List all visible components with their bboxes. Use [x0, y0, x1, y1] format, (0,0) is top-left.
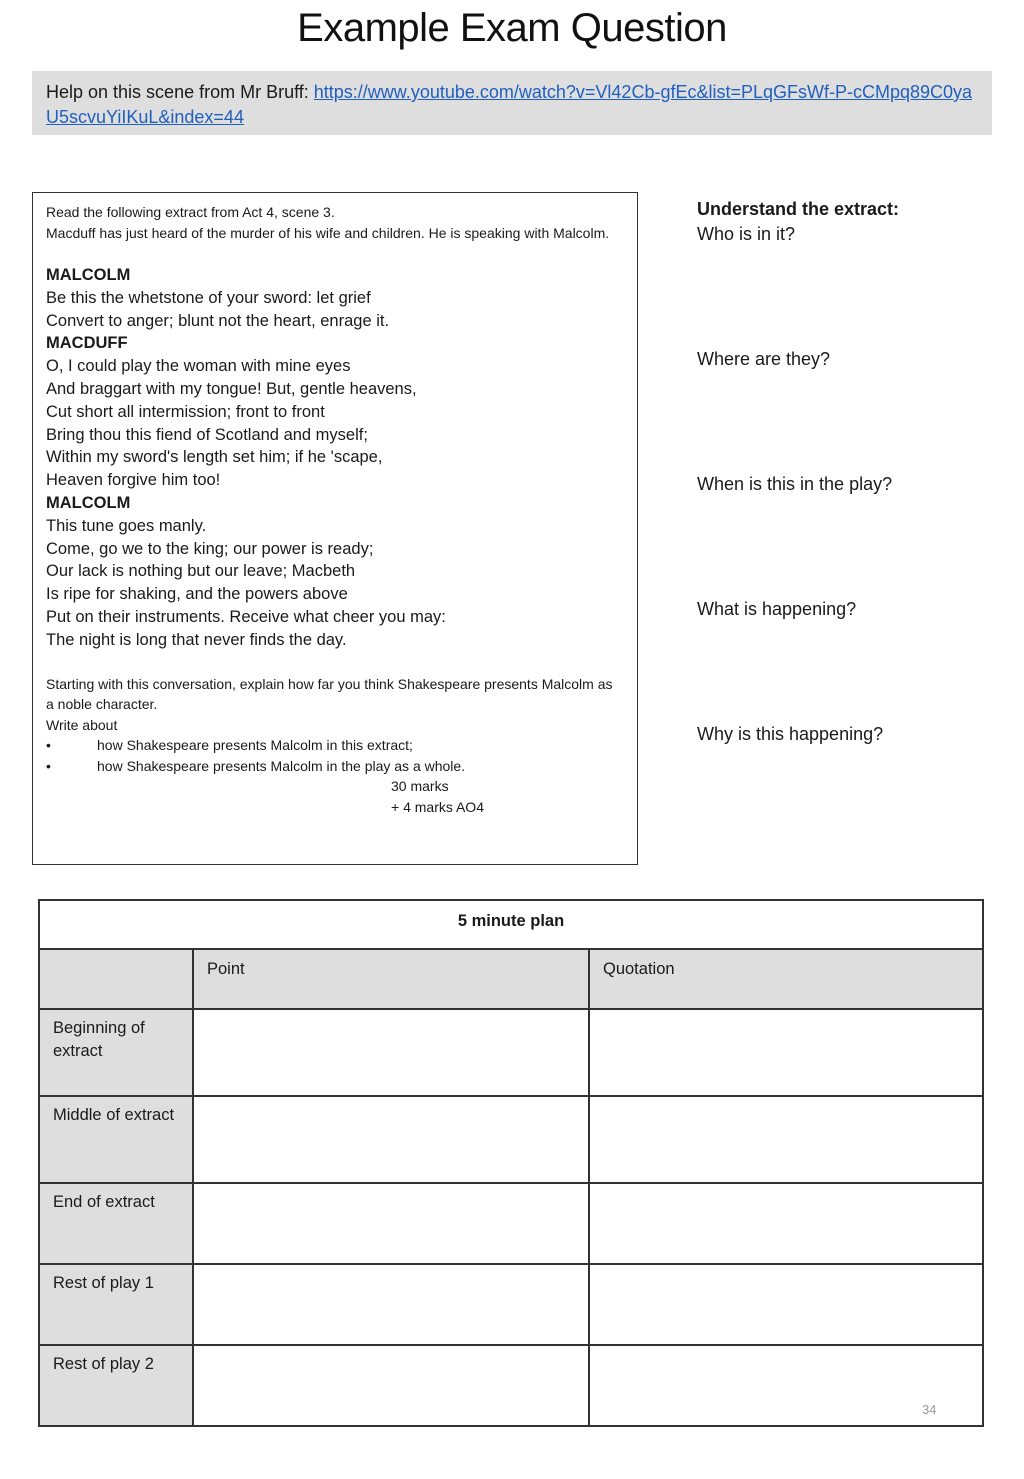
header-blank-cell [39, 949, 193, 1009]
task-bullet [46, 756, 624, 777]
exam-task [46, 674, 624, 818]
row-label: Beginning of extract [39, 1009, 193, 1096]
verse-line: Come, go we to the king; our power is ready; [46, 539, 374, 558]
verse-line: Put on their instruments. Receive what cheer you may: [46, 607, 446, 626]
understand-section [697, 197, 997, 744]
verse-line: Our lack is nothing but our leave; Macbeth [46, 562, 356, 581]
bullet-icon: • [46, 757, 51, 774]
marks-total: 30 marks [391, 778, 449, 795]
question-where: Where are they? [697, 349, 831, 369]
bullet-text: how Shakespeare presents Malcolm in this extract; [97, 737, 413, 754]
question-why: Why is this happening? [697, 724, 884, 744]
extract-box [32, 192, 638, 865]
bullet-text: how Shakespeare presents Malcolm in the play as a whole. [97, 757, 466, 774]
verse-line: Bring thou this fiend of Scotland and myself; [46, 425, 368, 444]
row-label: End of extract [39, 1183, 193, 1264]
verse-line: Is ripe for shaking, and the powers above [46, 585, 348, 604]
quotation-cell[interactable] [589, 1096, 983, 1183]
help-banner [32, 71, 992, 135]
plan-title: 5 minute plan [39, 900, 983, 949]
verse-line: Cut short all intermission; front to front [46, 402, 325, 421]
point-cell[interactable] [193, 1096, 589, 1183]
verse-line: O, I could play the woman with mine eyes [46, 357, 351, 376]
point-cell[interactable] [193, 1009, 589, 1096]
task-write-about: Write about [46, 716, 118, 733]
youtube-link[interactable]: https://www.youtube.com/watch?v=Vl42Cb-gfEc&list=PLqGFsWf-P-cCMpq89C0yaU5scvuYiIKuL&index=44 [46, 82, 973, 127]
question-what: What is happening? [697, 599, 857, 619]
help-prefix: Help on this scene from Mr Bruff: [46, 82, 314, 102]
quotation-cell[interactable] [589, 1009, 983, 1096]
point-cell[interactable] [193, 1183, 589, 1264]
header-point: Point [193, 949, 589, 1009]
task-question: Starting with this conversation, explain how far you think Shakespeare presents Malcolm as a noble character. [46, 675, 613, 713]
speaker-label: MALCOLM [46, 493, 131, 512]
speaker-label: MALCOLM [46, 266, 131, 284]
marks-ao4: + 4 marks AO4 [391, 798, 484, 815]
quotation-cell[interactable] [589, 1183, 983, 1264]
speaker-label: MACDUFF [46, 334, 128, 353]
bullet-icon: • [46, 737, 51, 754]
page-number: 34 [922, 1402, 937, 1417]
play-extract [46, 264, 624, 652]
point-cell[interactable] [193, 1345, 589, 1426]
question-when: When is this in the play? [697, 474, 893, 494]
row-label: Rest of play 2 [39, 1345, 193, 1426]
quotation-cell[interactable] [589, 1264, 983, 1345]
verse-line: The night is long that never finds the day. [46, 630, 347, 649]
plan-table [38, 899, 984, 1427]
extract-intro-1: Read the following extract from Act 4, scene 3. [46, 204, 335, 220]
verse-line: And braggart with my tongue! But, gentle heavens, [46, 379, 417, 398]
verse-line: Heaven forgive him too! [46, 471, 221, 490]
point-cell[interactable] [193, 1264, 589, 1345]
verse-line: Convert to anger; blunt not the heart, enrage it. [46, 311, 390, 330]
row-label: Rest of play 1 [39, 1264, 193, 1345]
task-bullet [46, 735, 624, 756]
header-quotation: Quotation [589, 949, 983, 1009]
question-who: Who is in it? [697, 224, 796, 244]
page-title: Example Exam Question [297, 6, 727, 50]
verse-line: Within my sword's length set him; if he 'scape, [46, 448, 383, 467]
verse-line: This tune goes manly. [46, 516, 207, 535]
understand-heading: Understand the extract: [697, 199, 900, 219]
verse-line: Be this the whetstone of your sword: let grief [46, 288, 371, 307]
extract-intro-2: Macduff has just heard of the murder of his wife and children. He is speaking with Malcolm. [46, 224, 610, 241]
row-label: Middle of extract [39, 1096, 193, 1183]
